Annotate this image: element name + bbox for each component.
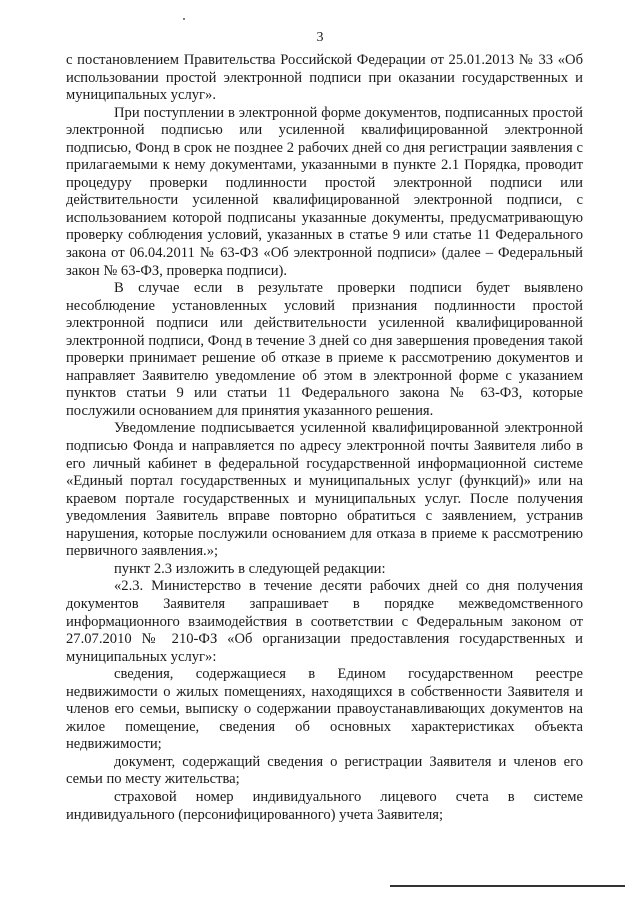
footer-rule xyxy=(390,885,625,887)
paragraph-clause-2-3: «2.3. Министерство в течение десяти рабочих дней со дня получения документов Заявителя запрашивает в порядке межведомственного информационного взаимодействия в соответствии с Федеральным законом от 27.07.2010 № 210-ФЗ «Об организации предоставления государственных и муниципальных услуг»: xyxy=(66,578,583,665)
page-number: 3 xyxy=(316,30,324,45)
paragraph-verification-failure: В случае если в результате проверки подписи будет выявлено несоблюдение установленных условий признания подлинности простой электронной подписи или действительности усиленной квалифицированной электронной подписи, Фонд в течение 3 дней со дня завершения проведения такой проверки принимает решение об отказе в приеме к рассмотрению документов и направляет Заявителю уведомление об этом в электронной форме с указанием пунктов статьи 9 или статьи 11 Федерального закона № 63-ФЗ, которые послужили основанием для принятия указанного решения. xyxy=(66,280,583,419)
list-item-residence-registration: документ, содержащий сведения о регистрации Заявителя и членов его семьи по месту жительства; xyxy=(66,753,583,788)
list-item-property-registry: сведения, содержащиеся в Едином государственном реестре недвижимости о жилых помещениях, находящихся в собственности Заявителя и членов его семьи, выписку о содержании правоустанавливающих документов на жилое помещение, сведения об основных характеристиках объекта недвижимости; xyxy=(66,666,583,753)
list-item-insurance-number: страховой номер индивидуального лицевого счета в системе индивидуального (персонифицированного) учета Заявителя; xyxy=(66,788,583,823)
paragraph-continuation: с постановлением Правительства Российской Федерации от 25.01.2013 № 33 «Об использовании простой электронной подписи при оказании государственных и муниципальных услуг». xyxy=(66,52,583,104)
document-body xyxy=(66,52,583,824)
paragraph-amendment-intro: пункт 2.3 изложить в следующей редакции: xyxy=(114,560,386,577)
paragraph-notification: Уведомление подписывается усиленной квалифицированной электронной подписью Фонда и направляется по адресу электронной почты Заявителя либо в его личный кабинет в федеральной государственной информационной системе «Единый портал государственных и муниципальных услуг (функций)» или на краевом портале государственных и муниципальных услуг. После получения уведомления Заявитель вправе повторно обратиться с заявлением, устранив нарушения, которые послужили основанием для отказа в приеме к рассмотрению первичного заявления.»; xyxy=(66,420,583,560)
paragraph-signature-check: При поступлении в электронной форме документов, подписанных простой электронной подписью или усиленной квалифицированной электронной подписью, Фонд в срок не позднее 2 рабочих дней со дня регистрации заявления с прилагаемыми к нему документами, указанными в пункте 2.1 Порядка, проводит процедуру проверки подлинности простой электронной подписи или действительности усиленной квалифицированной электронной подписи, с использованием которой подписаны указанные документы, предусматривающую проверку соблюдения условий, указанных в статье 9 или статье 11 Федерального закона от 06.04.2011 № 63-ФЗ «Об электронной подписи» (далее – Федеральный закон № 63-ФЗ, проверка подписи). xyxy=(66,104,583,279)
scan-speck xyxy=(183,18,185,20)
